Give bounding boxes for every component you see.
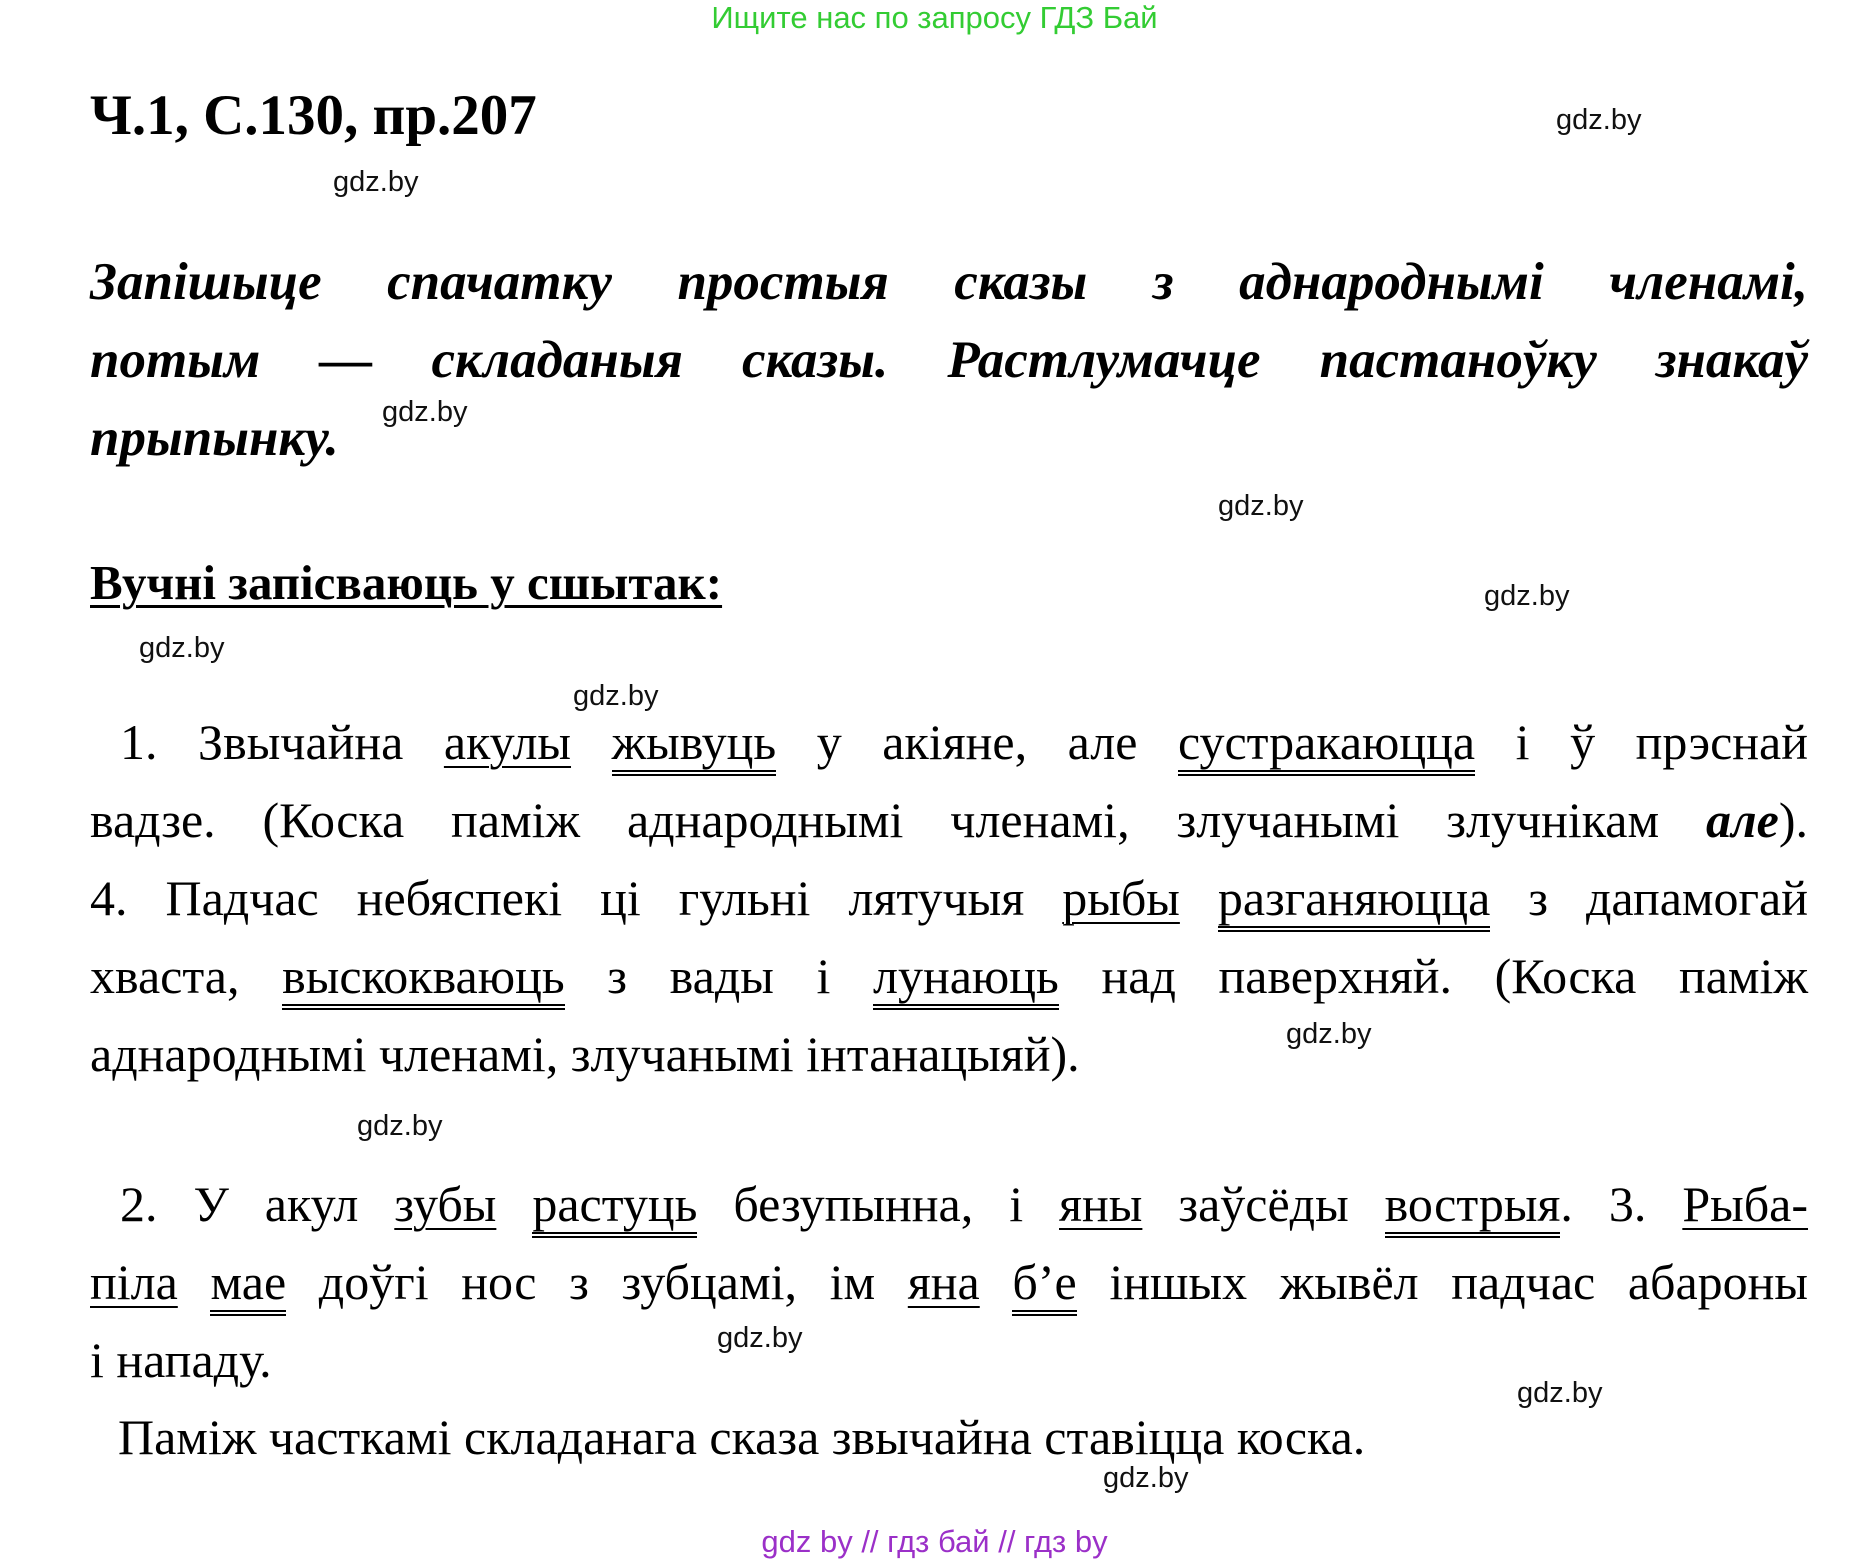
footer-watermark: gdz by // гдз бай // гдз by [761,1524,1108,1559]
text-fragment: 4. Падчас небяспекі ці гульні лятучыя [90,870,1063,926]
watermark: gdz.by [1103,1462,1189,1494]
task-text [90,243,1808,477]
text-fragment: доўгі нос з зубцамі, ім [286,1254,908,1310]
predicate-word: жывуць [612,714,777,776]
text-line: і нападу. [90,1332,272,1388]
subject-word: зубы [394,1176,497,1232]
predicate-word: сустракаюцца [1178,714,1475,776]
text-fragment: вадзе. (Коска паміж аднароднымі членамі, злучанымі злучнікам [90,792,1706,848]
answer-paragraph-2 [90,1165,1808,1399]
subject-word: яны [1059,1176,1143,1232]
text-line [90,1243,1808,1321]
watermark: gdz.by [357,1110,443,1142]
answer-subheading: Вучні запісваюць у сшытак: [90,555,723,610]
text-fragment [980,1254,1013,1310]
watermark: gdz.by [333,166,419,198]
text-fragment: іншых жывёл падчас абароны [1076,1254,1809,1310]
predicate-word: растуць [532,1176,697,1238]
task-line: потым — складаныя сказы. Растлумачце пастаноўку знакаў [90,331,1808,389]
text-line [90,859,1808,937]
predicate-word: разганяюцца [1218,870,1490,932]
watermark: gdz.by [717,1322,803,1354]
text-fragment [571,714,612,770]
text-fragment: . 3. [1560,1176,1683,1232]
text-fragment: безупынна, і [697,1176,1060,1232]
text-line [90,1165,1808,1243]
subject-word: Рыба- [1682,1176,1809,1232]
text-fragment [1180,870,1218,926]
text-line: аднароднымі членамі, злучанымі інтанацыяй). [90,1026,1080,1082]
text-line [90,703,1808,781]
predicate-word: вострыя [1385,1176,1561,1238]
text-fragment: хваста, [90,948,283,1004]
text-fragment: над паверхняй. (Коска паміж [1058,948,1808,1004]
watermark: gdz.by [1218,490,1304,522]
watermark: gdz.by [1286,1018,1372,1050]
search-hint-banner: Ищите нас по запросу ГДЗ Бай [711,0,1158,35]
text-line [90,781,1808,859]
subject-word: рыбы [1062,870,1180,926]
text-fragment: з вады і [564,948,874,1004]
watermark: gdz.by [573,680,659,712]
text-fragment: 1. Звычайна [120,714,444,770]
predicate-word: мае [210,1254,286,1316]
rule-note: Паміж часткамі складанага сказа звычайна ставіцца коска. [118,1409,1366,1465]
watermark: gdz.by [382,396,468,428]
text-line [90,937,1808,1015]
text-fragment: з дапамогай [1490,870,1809,926]
task-line: прыпынку. [90,409,339,467]
text-fragment [496,1176,532,1232]
subject-word: акулы [443,714,572,770]
text-fragment: заўсёды [1142,1176,1385,1232]
conjunction-word: але [1705,792,1779,848]
watermark: gdz.by [139,632,225,664]
watermark: gdz.by [1517,1377,1603,1409]
text-fragment: ). [1778,792,1808,848]
predicate-word: выскокваюць [282,948,565,1010]
answer-paragraph-1 [90,703,1808,1093]
text-fragment: і ў прэснай [1475,714,1808,770]
text-fragment: у акіяне, але [776,714,1178,770]
subject-word: яна [907,1254,980,1310]
watermark: gdz.by [1556,104,1642,136]
task-line: Запішыце спачатку простыя сказы з аднароднымі членамі, [90,253,1808,311]
text-fragment [178,1254,211,1310]
text-fragment: 2. У акул [120,1176,395,1232]
subject-word: піла [90,1254,178,1310]
watermark: gdz.by [1484,580,1570,612]
predicate-word: б’е [1012,1254,1076,1316]
predicate-word: лунаюць [873,948,1059,1010]
exercise-heading: Ч.1, С.130, пр.207 [90,84,537,147]
